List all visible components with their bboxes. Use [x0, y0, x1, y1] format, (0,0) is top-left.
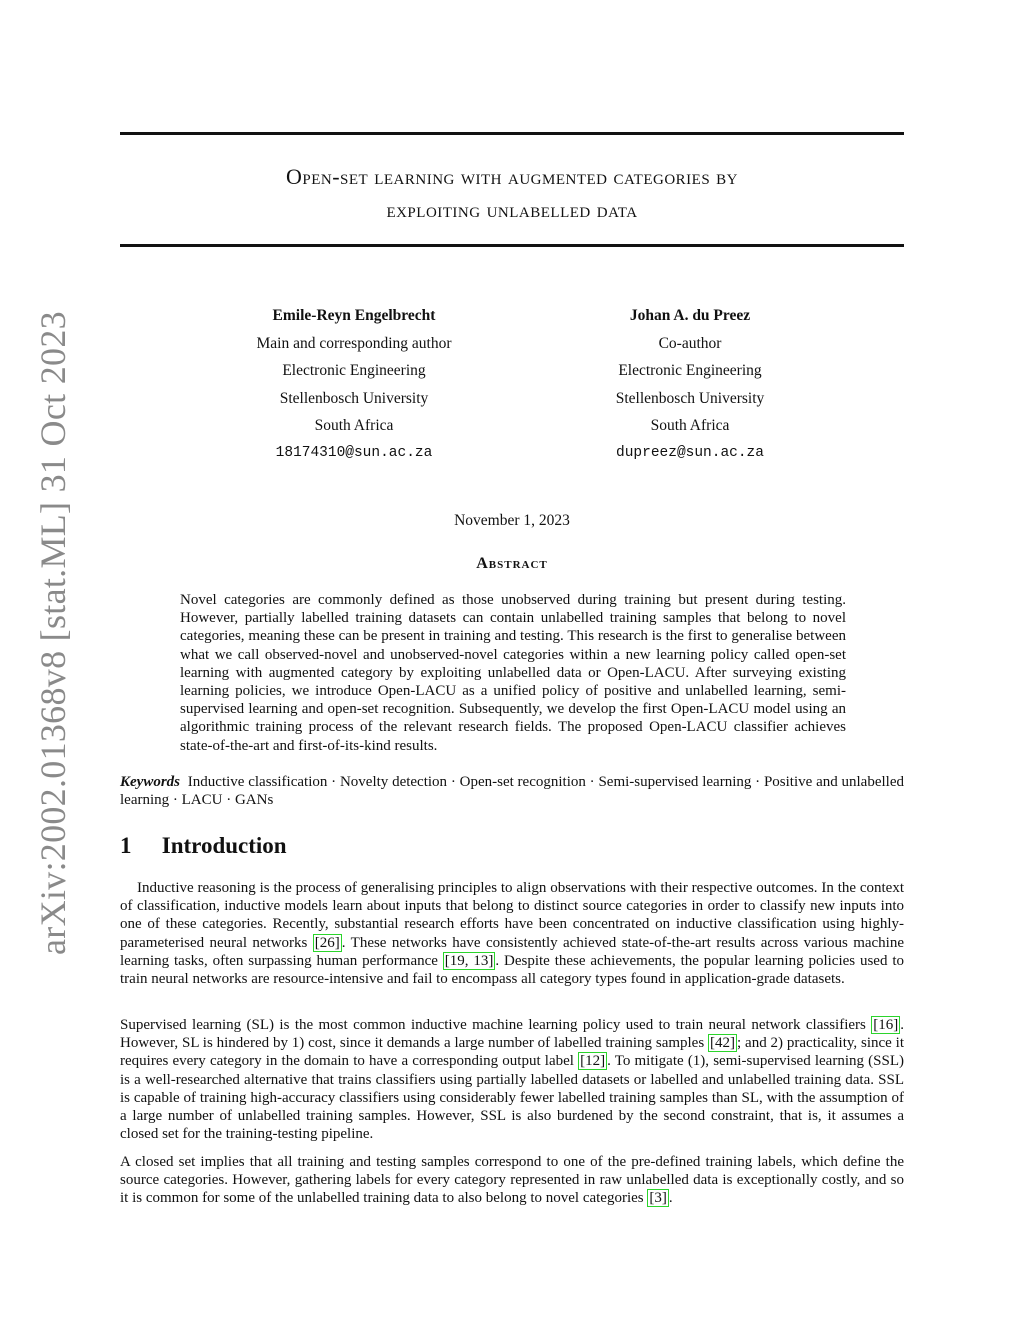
title-top-rule [120, 132, 904, 135]
author-department: Electronic Engineering [618, 362, 762, 379]
citation-link[interactable]: [42] [710, 1035, 736, 1052]
author-block-second [530, 302, 850, 467]
author-name: Johan A. du Preez [629, 307, 751, 324]
citation-link[interactable]: [12] [580, 1053, 606, 1070]
paragraph-text: ; and 2) practicality, since it requires every category in the domain to have a corresponding output label [120, 1035, 904, 1070]
citation-link[interactable]: [16] [873, 1017, 899, 1033]
citation-link[interactable]: [19, 13] [444, 952, 494, 969]
section-title-text: Introduction [161, 833, 287, 858]
author-university: Stellenbosch University [279, 389, 429, 407]
abstract-text: Novel categories are commonly defined as those unobserved during training but present during testing. However, partially labelled training datasets can contain unlabelled training samples that belong to novel categories, meaning these can be present in training and testing. This research is the first to generalise between what we call observed-novel and unobserved-novel categories within a new learning policy called open-set learning with augmented category by exploiting unlabelled data or Open-LACU. After surveying existing learning policies, we introduce Open-LACU as a unified policy of positive and unlabelled learning, semi-supervised learning and open-set recognition. Subsequently, we develop the first Open-LACU model using an algorithmic training process of the relevant research fields. The proposed Open-LACU classifier achieves state-of-the-art and first-of-its-kind results. [180, 592, 846, 754]
paragraph-text: . Despite these achievements, the popular learning policies used to train neural networks are resource-intensive and fail to encompass all category types found in application-grade datasets. [120, 952, 904, 988]
paragraph-text: . To mitigate (1), semi-supervised learning (SSL) is a well-researched alternative that trains classifiers using partially labelled datasets or labelled and unlabelled training data. SSL is capable of training high-accuracy classifiers using considerably fewer labelled training samples than SL, with the assumption of a large number of unlabelled training samples. However, SSL is also burdened by the second constraint, that is, it assumes a closed set for the training-testing pipeline. [120, 1053, 904, 1143]
author-name: Emile-Reyn Engelbrecht [272, 307, 436, 324]
keywords-text: Inductive classification · Novelty detection · Open-set recognition · Semi-supervised learning · Positive and unlabelled learning · LACU · GANs [120, 774, 904, 809]
intro-paragraph-3 [120, 1153, 904, 1208]
keywords-label: Keywords [120, 774, 180, 790]
author-country: South Africa [314, 417, 394, 434]
section-heading-introduction [120, 833, 904, 859]
paragraph-text: Inductive reasoning is the process of generalising principles to align observations with their respective outcomes. In the context of classification, inductive models learn about inputs that belong to distinct source categories in order to classify new inputs into one of these categories. Recently, substantial research efforts have been concentrated on inductive classification using highly-parameterised neural networks [120, 880, 904, 951]
publication-date: November 1, 2023 [454, 512, 570, 529]
paper-title [120, 160, 904, 226]
citation-link[interactable]: [3] [649, 1190, 667, 1207]
paragraph-text: A closed set implies that all training and testing samples correspond to one of the pre-defined training labels, which define the source categories. However, gathering labels for every category represented in raw unlabelled data is exceptionally costly, and so it is common for some of the unlabelled training data to also belong to novel categories [120, 1154, 904, 1207]
author-email-link[interactable]: dupreez@sun.ac.za [616, 444, 764, 461]
title-bottom-rule [120, 244, 904, 247]
author-role: Main and corresponding author [256, 334, 452, 352]
author-email-link[interactable]: 18174310@sun.ac.za [275, 444, 433, 461]
title-line-2: exploiting unlabelled data [386, 197, 638, 222]
paragraph-text: . However, SL is hindered by 1) cost, since it demands a large number of labelled training samples [120, 1017, 904, 1052]
section-number: 1 [120, 833, 132, 858]
author-department: Electronic Engineering [282, 362, 426, 379]
author-university: Stellenbosch University [615, 389, 765, 407]
keywords-line [120, 773, 904, 809]
citation-link[interactable]: [26] [314, 934, 340, 951]
author-role: Co-author [658, 334, 722, 352]
author-country: South Africa [650, 417, 730, 434]
paragraph-text: . [668, 1190, 673, 1207]
intro-paragraph-1 [120, 879, 904, 988]
intro-paragraph-2 [120, 1016, 904, 1143]
title-line-1: Open-set learning with augmented categories by [285, 164, 739, 189]
abstract-heading: Abstract [476, 555, 548, 572]
arxiv-identifier-stamp: arXiv:2002.01368v8 [stat.ML] 31 Oct 2023 [33, 311, 73, 955]
paragraph-text: . These networks have consistently achieved state-of-the-art results across various machine learning tasks, often surpassing human performance [120, 934, 904, 969]
author-block-first [194, 302, 514, 467]
paragraph-text: Supervised learning (SL) is the most common inductive machine learning policy used to train neural network classifiers [120, 1017, 872, 1033]
